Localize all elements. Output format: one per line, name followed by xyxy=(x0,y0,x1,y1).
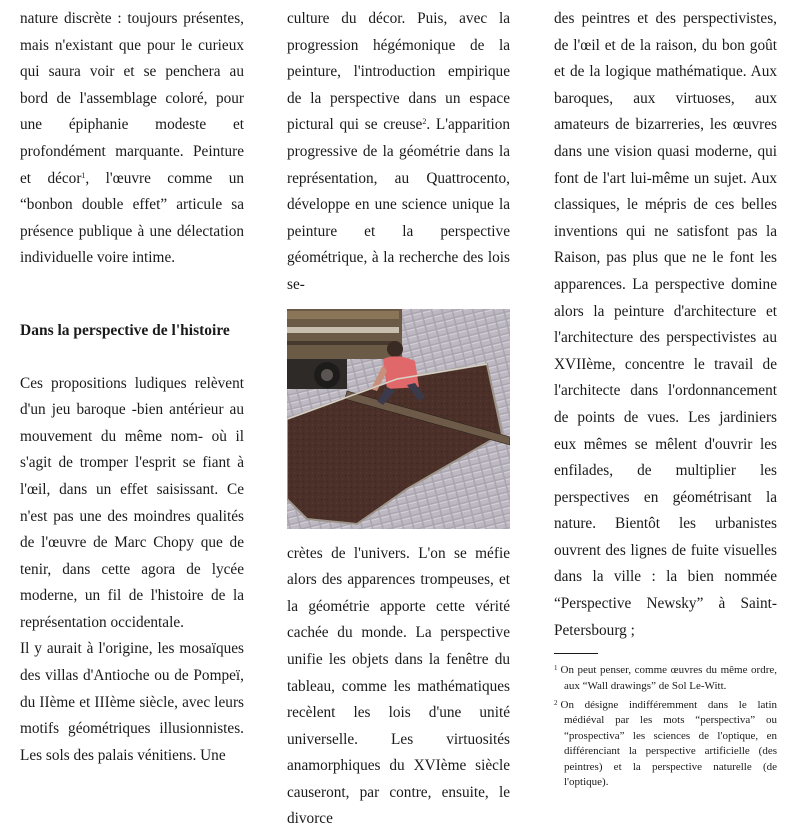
column-3 xyxy=(554,6,777,793)
column-2-paragraph-bottom: crètes de l'univers. L'on se méfie alors des apparences trompeuses, et la géométrie apporte cette vérité cachée du monde. La perspective unifie les objets dans la fenêtre du tableau, comme les mathématiques recèlent les lois d'une unité universelle. Les virtuosités anamorphiques du XVIème siècle causeront, par contre, ensuite, le divorce xyxy=(287,544,510,828)
column-1 xyxy=(20,6,244,769)
artwork-installation-photo xyxy=(287,309,510,529)
column-3-paragraph: des peintres et des perspectivistes, de l'œil et de la raison, du bon goût et de la logique mathématique. Aux baroques, aux virtuoses, aux amateurs de bizarreries, les œuvres dans une vision quasi moderne, qui font de l'art lui-même un sujet. Aux classiques, le mépris de ces belles inventions qui ne satisfont pas la Raison, pas plus que ne le font les apparences. La perspective domine alors la peinture d'architecture et l'architecture des perspectivistes au XVIIème, concentre le travail de l'architecte dans l'ordonnancement de points de vues. Les jardiniers eux mêmes se mêlent d'ouvrir les enfilades, de multiplier les perspectives en géométrisant la nature. Bientôt les urbanistes ouvrent des lignes de fuite visuelles dans la ville : la bien nommée “Perspective Newsky” à Saint-Petersbourg ; xyxy=(554,10,777,639)
paragraph-text: culture du décor. Puis, avec la progression hégémonique de la peinture, l'introduction empirique de la perspective dans un espace pictural qui se creuse xyxy=(287,10,510,134)
paragraph-text-end: . L'apparition progressive de la géométrie dans la représentation, au Quattrocento, développe en une science unique la peinture et la perspective géométrique, à la recherche des lois se- xyxy=(287,116,510,293)
paragraph-text: nature discrète : toujours présentes, mais n'existant que pour le curieux qui saura voir et se penchera au bord de l'assemblage coloré, pour une épiphanie modeste et profondément marquante. Peinture et décor xyxy=(20,10,244,187)
column-2 xyxy=(287,6,510,833)
footnote-divider xyxy=(554,653,598,654)
footnote-1 xyxy=(554,661,777,694)
column-1-paragraph-3: Il y aurait à l'origine, les mosaïques des villas d'Antioche ou de Pompeï, du IIème et IIIème siècle, avec leurs motifs géométriques illusionnistes. Les sols des palais vénitiens. Une xyxy=(20,640,244,764)
paragraph-text-end: , l'œuvre comme un “bonbon double effet” articule sa présence publique à une délectation individuelle voire intime. xyxy=(20,169,244,267)
footnote-ref-1[interactable]: 1 xyxy=(81,170,86,180)
column-1-paragraph-1 xyxy=(20,6,244,272)
footnote-2-mark: 2 xyxy=(554,699,558,708)
column-2-paragraph-top xyxy=(287,6,510,299)
footnote-2-text: On désigne indifféremment dans le latin médiéval par les mots “perspectiva” ou “prospectiva” les sciences de l'optique, en différenciant la perspective artificielle (des peintres) et la perspective naturelle (de l'optique). xyxy=(560,699,777,789)
footnote-1-mark: 1 xyxy=(554,664,558,673)
footnote-2 xyxy=(554,696,777,790)
footnote-ref-2[interactable]: 2 xyxy=(422,117,427,127)
section-heading: Dans la perspective de l'histoire xyxy=(20,321,230,339)
footnote-1-text: On peut penser, comme œuvres du même ordre, aux “Wall drawings” de Sol Le-Witt. xyxy=(560,664,777,692)
column-1-paragraph-2: Ces propositions ludiques relèvent d'un jeu baroque -bien antérieur au mouvement du même nom- où il s'agit de tromper l'esprit se fiant à l'œil, dans un effet saisissant. Ce n'est pas une des moindres qualités de l'œuvre de Marc Chopy que de tenir, dans cette agora de lycée moderne, un fil de l'histoire de la représentation occidentale. xyxy=(20,374,244,631)
